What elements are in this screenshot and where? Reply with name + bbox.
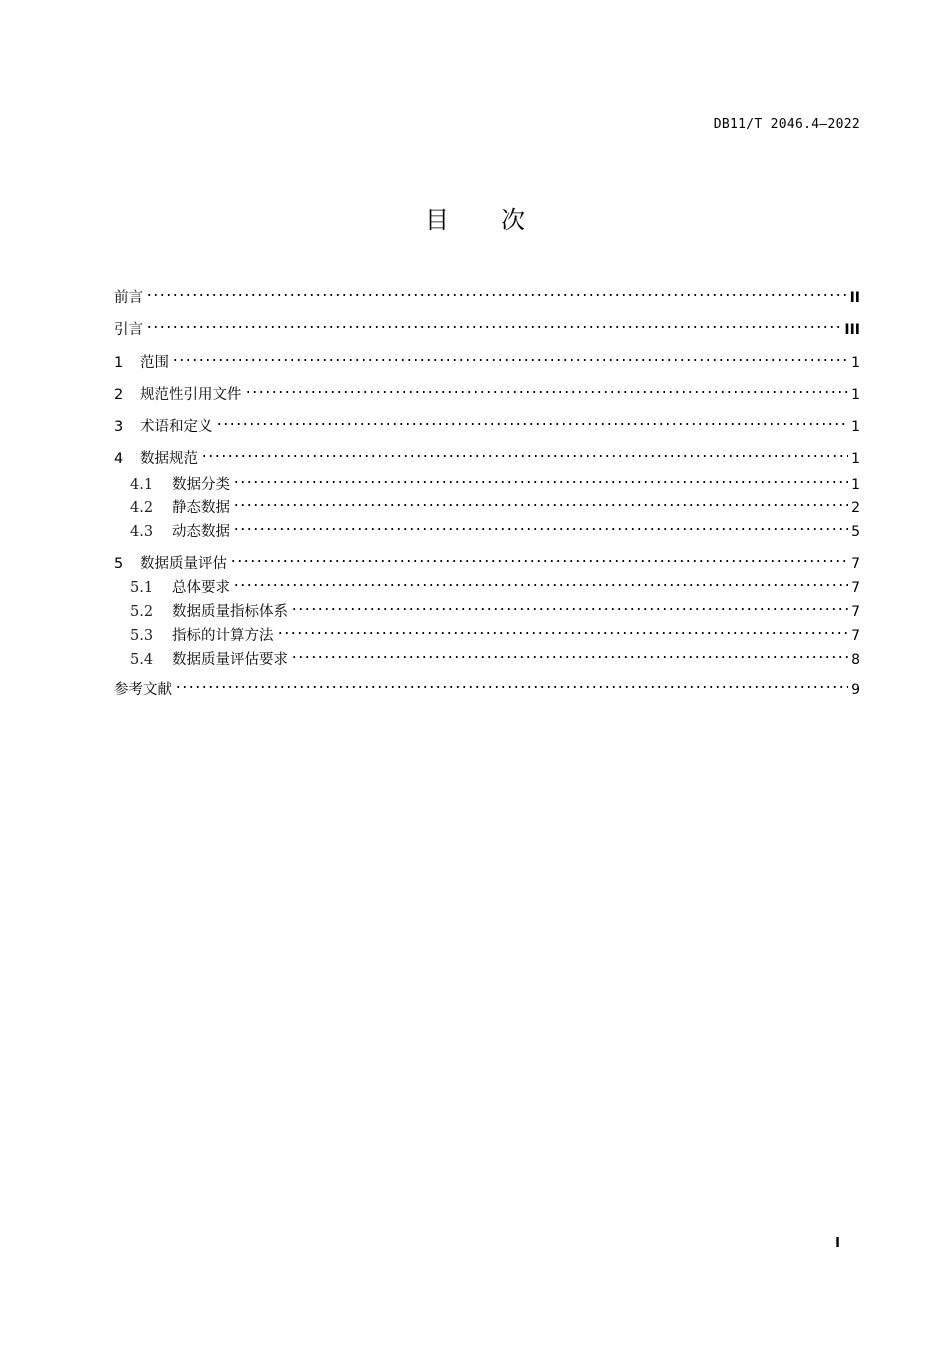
leader-dots	[175, 686, 848, 688]
toc-entry-label: 动态数据	[172, 524, 230, 540]
toc-entry-page: 1	[851, 477, 860, 493]
toc-title	[0, 200, 950, 235]
toc-entry-label: 数据规范	[140, 451, 198, 467]
leader-dots	[201, 455, 848, 457]
toc-entry-4-2[interactable]	[130, 497, 860, 519]
leader-dots	[216, 423, 849, 425]
toc-entry-page: 5	[851, 524, 860, 540]
toc-entry-page: II	[849, 290, 860, 306]
leader-dots	[233, 504, 848, 506]
toc-entry-label: 指标的计算方法	[172, 628, 274, 644]
toc-title-left: 目	[425, 206, 449, 234]
toc-entry-page: 7	[851, 604, 860, 620]
leader-dots	[146, 294, 847, 296]
toc-entry-label: 静态数据	[172, 500, 230, 516]
toc-entry-label: 规范性引用文件	[140, 387, 242, 403]
toc-entry-label: 引言	[114, 322, 143, 338]
toc-entry-number: 5.4	[130, 652, 154, 668]
toc-entry-number: 5.3	[130, 628, 154, 644]
toc-entry-bibliography[interactable]	[114, 679, 860, 701]
toc-entry-2[interactable]	[114, 384, 860, 406]
leader-dots	[233, 528, 848, 530]
toc-entry-number: 1	[114, 355, 124, 371]
toc-entry-label: 数据质量评估要求	[172, 652, 288, 668]
toc-entry-label: 范围	[140, 355, 169, 371]
toc-entry-page: 1	[851, 387, 860, 403]
toc-entry-label: 参考文献	[114, 682, 172, 698]
toc-entry-page: 7	[851, 628, 860, 644]
toc-entry-page: 9	[851, 682, 860, 698]
document-code: DB11/T 2046.4—2022	[713, 117, 860, 132]
toc-entry-4-1[interactable]	[130, 474, 860, 496]
toc-entry-page: 7	[851, 556, 860, 572]
leader-dots	[277, 632, 849, 634]
leader-dots	[291, 608, 848, 610]
toc-entry-label: 数据质量指标体系	[172, 604, 288, 620]
toc-entry-number: 4.1	[130, 477, 154, 493]
toc-entry-3[interactable]	[114, 416, 860, 438]
leader-dots	[233, 584, 848, 586]
toc-entry-5-2[interactable]	[130, 601, 860, 623]
toc-entry-label: 术语和定义	[140, 419, 213, 435]
toc-entry-5-4[interactable]	[130, 649, 860, 671]
leader-dots	[291, 656, 848, 658]
toc-entry-number: 5.1	[130, 580, 154, 596]
toc-entry-page: 2	[851, 500, 860, 516]
toc-entry-number: 5	[114, 556, 124, 572]
toc-entry-4[interactable]	[114, 448, 860, 470]
toc-entry-1[interactable]	[114, 352, 860, 374]
toc-entry-page: III	[844, 322, 860, 338]
toc-entry-number: 4.3	[130, 524, 154, 540]
toc-entry-page: 1	[851, 419, 860, 435]
toc-entry-page: 7	[851, 580, 860, 596]
toc-entry-number: 5.2	[130, 604, 154, 620]
toc-entry-foreword[interactable]	[114, 287, 860, 309]
toc-entry-5[interactable]	[114, 553, 860, 575]
toc-title-right: 次	[501, 206, 525, 234]
leader-dots	[230, 560, 848, 562]
toc-entry-label: 数据质量评估	[140, 556, 227, 572]
leader-dots	[233, 481, 848, 483]
toc-entry-label: 数据分类	[172, 477, 230, 493]
toc-entry-page: 8	[851, 652, 860, 668]
page-number: I	[835, 1236, 840, 1251]
toc-entry-number: 4.2	[130, 500, 154, 516]
toc-entry-number: 4	[114, 451, 124, 467]
toc-entry-introduction[interactable]	[114, 319, 860, 341]
leader-dots	[172, 359, 848, 361]
toc-entry-label: 总体要求	[172, 580, 230, 596]
toc-entry-number: 2	[114, 387, 124, 403]
leader-dots	[146, 326, 841, 328]
leader-dots	[245, 391, 849, 393]
toc-entry-number: 3	[114, 419, 124, 435]
toc-entry-label: 前言	[114, 290, 143, 306]
toc-entry-page: 1	[851, 451, 860, 467]
toc-entry-page: 1	[851, 355, 860, 371]
toc-entry-5-3[interactable]	[130, 625, 860, 647]
toc-entry-5-1[interactable]	[130, 577, 860, 599]
toc-entry-4-3[interactable]	[130, 521, 860, 543]
